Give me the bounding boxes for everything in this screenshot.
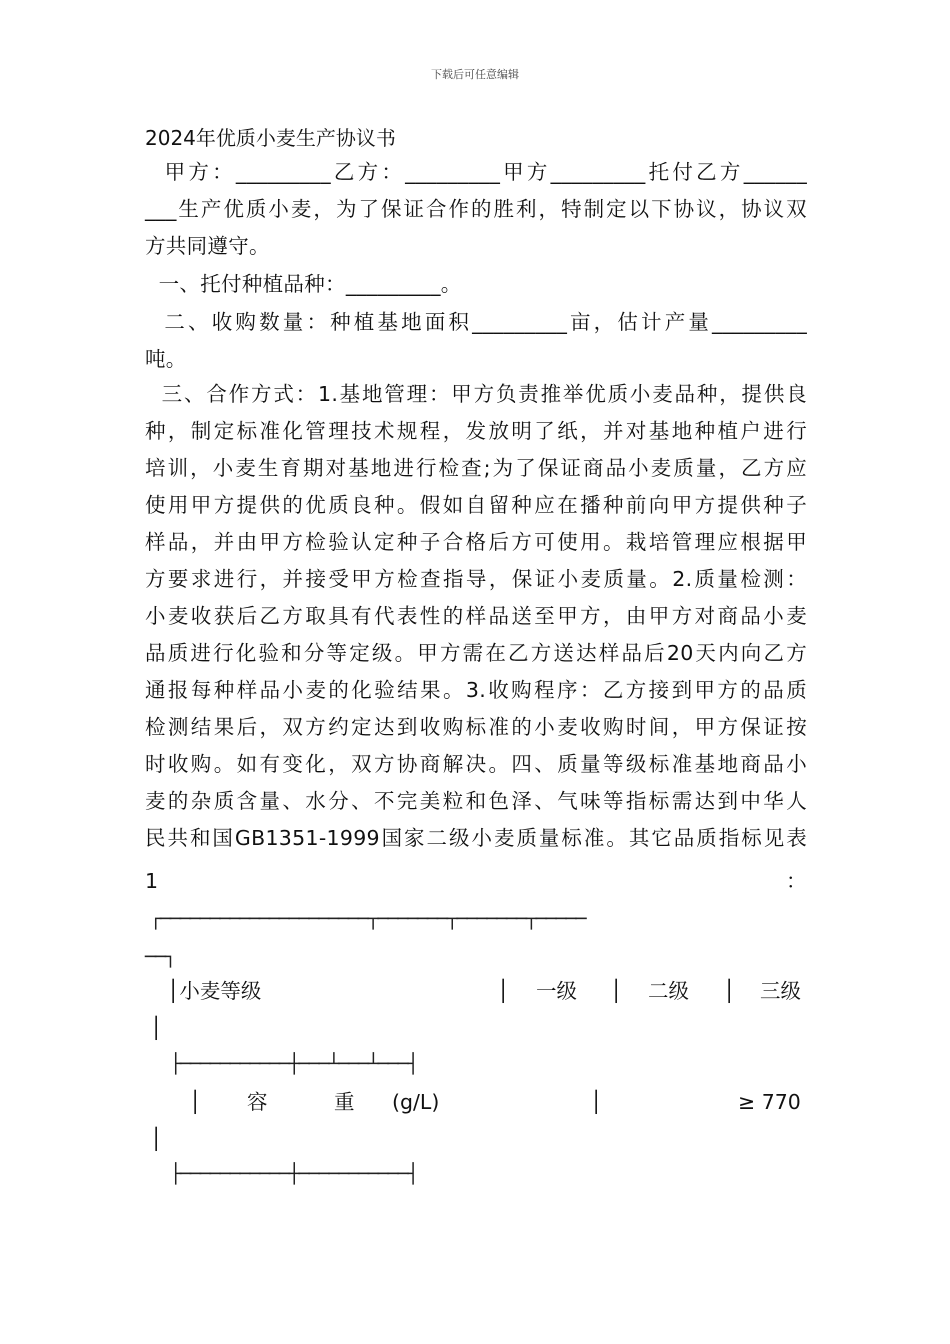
text-line: 小麦收获后乙方取具有代表性的样品送至甲方，由甲方对商品小麦	[145, 604, 807, 628]
text-line: 培训，小麦生育期对基地进行检查;为了保证商品小麦质量，乙方应	[145, 456, 807, 480]
table-mid-rule: ├───────────┼───┴───┴───┤	[170, 1053, 418, 1075]
text-line: 二、收购数量：种植基地面积_________亩，估计产量_________	[145, 310, 807, 334]
text-line: 时收购。如有变化，双方协商解决。四、质量等级标准基地商品小	[145, 752, 807, 776]
text-line: 种，制定标准化管理技术规程，发放明了纸，并对基地种植户进行	[145, 419, 807, 443]
text-line: 使用甲方提供的优质良种。假如自留种应在播种前向甲方提供种子	[145, 493, 807, 517]
table-header-label: │小麦等级	[167, 979, 262, 1003]
document-title: 2024年优质小麦生产协议书	[145, 126, 396, 150]
text-line: 民共和国GB1351-1999国家二级小麦质量标准。其它品质指标见表	[145, 826, 807, 850]
paragraph-parties	[145, 154, 807, 265]
table-col-separator: │	[497, 979, 510, 1003]
table-reference: 1	[145, 869, 159, 893]
table-col-separator: │	[590, 1090, 603, 1114]
table-mid-rule: ├───────────┼───────────┤	[170, 1163, 418, 1185]
text-line: 样品，并由甲方检验认定种子合格后方可使用。栽培管理应根据甲	[145, 530, 807, 554]
text-line: 一、托付种植品种：_________。	[145, 272, 462, 296]
table-cell-label-char: 容	[247, 1090, 268, 1114]
table-col-separator: │	[189, 1090, 202, 1114]
text-line: 品质进行化验和分等定级。甲方需在乙方送达样品后20天内向乙方	[145, 641, 807, 665]
table-header-grade-2: 二级	[648, 979, 689, 1003]
table-row-end: │	[150, 1127, 163, 1151]
table-col-separator: │	[723, 979, 736, 1003]
text-line: 通报每种样品小麦的化验结果。3.收购程序：乙方接到甲方的品质	[145, 678, 807, 702]
table-cell-value: ≥ 770	[738, 1090, 801, 1114]
table-top-rule: ┌─────────────────────┬───────┬───────┬─────	[150, 908, 586, 930]
table-cell-label-char: 重	[334, 1090, 355, 1114]
text-line: 吨。	[145, 347, 187, 371]
table-cell-unit: (g/L)	[392, 1090, 440, 1114]
table-col-separator: │	[610, 979, 623, 1003]
table-row-end: │	[150, 1016, 163, 1040]
text-line: 方共同遵守。	[145, 234, 270, 258]
table-header-grade-1: 一级	[536, 979, 577, 1003]
text-line: 检测结果后，双方约定达到收购标准的小麦收购时间，甲方保证按	[145, 715, 807, 739]
text-line: 甲方：_________乙方：_________甲方_________托付乙方______	[145, 160, 807, 184]
table-header-grade-3: 三级	[760, 979, 801, 1003]
header-note: 下载后可任意编辑	[431, 68, 519, 81]
paragraph-variety	[145, 266, 807, 303]
paragraph-cooperation	[145, 376, 807, 857]
text-line: 三、合作方式：1.基地管理：甲方负责推举优质小麦品种，提供良	[145, 382, 807, 406]
table-reference-colon: ：	[786, 869, 807, 893]
table-top-rule-end: ──┐	[145, 946, 175, 968]
text-line: 方要求进行，并接受甲方检查指导，保证小麦质量。2.质量检测：	[145, 567, 807, 591]
text-line: ___生产优质小麦，为了保证合作的胜利，特制定以下协议，协议双	[145, 197, 807, 221]
paragraph-quantity	[145, 304, 807, 378]
text-line: 麦的杂质含量、水分、不完美粒和色泽、气味等指标需达到中华人	[145, 789, 807, 813]
